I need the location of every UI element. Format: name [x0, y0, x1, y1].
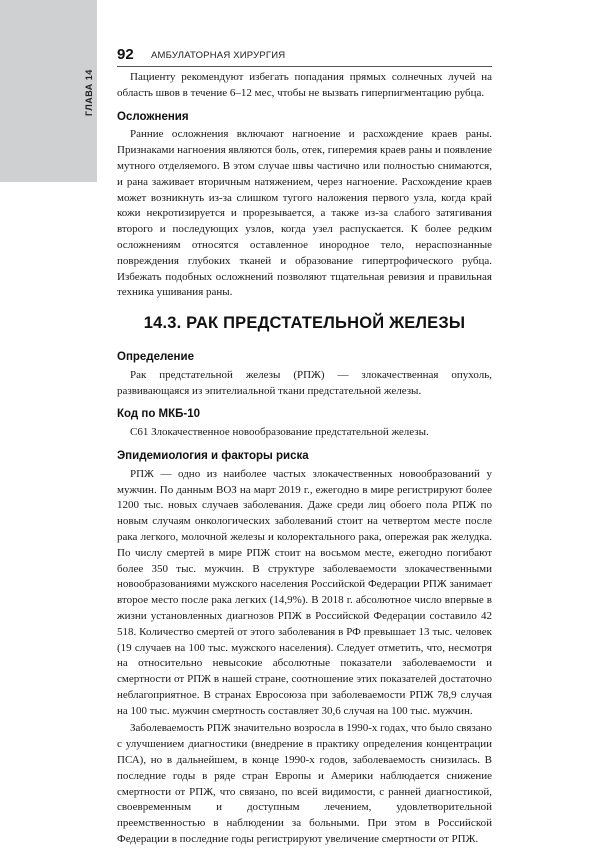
intro-paragraph: Пациенту рекомендуют избегать попадания прямых солнечных лучей на область швов в течение 6–12 мес, чтобы не вызвать гиперпигментацию рубца. [117, 71, 492, 99]
page-body [117, 70, 492, 850]
section-title: 14.3. РАК ПРЕДСТАТЕЛЬНОЙ ЖЕЛЕЗЫ [143, 314, 466, 333]
epidemiology-heading: Эпидемиология и факторы риска [117, 449, 309, 462]
page-number: 92 [117, 46, 134, 63]
complications-heading: Осложнения [117, 110, 189, 123]
icd-heading: Код по МКБ-10 [117, 408, 201, 421]
chapter-side-tab [0, 0, 97, 182]
definition-heading: Определение [117, 350, 194, 363]
epidemiology-paragraph-1: РПЖ — одно из наиболее частых злокачественных новообразований у мужчин. По данным ВОЗ на март 2019 г., ежегодно в мире регистрируют более 1200 тыс. новых случаев заболевания. Даже среди лиц обоего пола РПЖ по новым случаям онкологических заболеваний стоит на четвертом месте после рака легкого, молочной железы и колоректального рака, опережая рак желудка. По числу смертей в мире РПЖ стоит на восьмом месте, ежегодно погибают более 350 тыс. мужчин. В структуре заболеваемости злокачественными новообразованиями мужского населения Российской Федерации РПЖ занимает второе место после рака легких (14,9%). В 2018 г. абсолютное число впервые в жизни установленных диагнозов РПЖ в Российской Федерации составило 42 518. Количество смертей от этого заболевания в РФ превышает 13 тыс. человек (19 случаев на 100 тыс. мужского населения). Следует отметить, что, несмотря на относительно невысокие абсолютные показатели заболеваемости и смертности от РПЖ в нашей стране, соотношение этих показателей достаточно неблагоприятное. В странах Евросоюза при заболеваемости РПЖ 78,9 случая на 100 тыс. мужчин смертность составляет 30,6 случая на 100 тыс. мужчин. [117, 467, 492, 717]
definition-paragraph: Рак предстательной железы (РПЖ) — злокачественная опухоль, развивающаяся из эпителиальной ткани предстательной железы. [117, 368, 492, 397]
epidemiology-paragraph-2: Заболеваемость РПЖ значительно возросла в 1990-х годах, что было связано с улучшением диагностики (внедрение в практику определения концентрации ПСА), но в дальнейшем, в конце 1990-х годов, заболеваемость снизилась. В последние годы в ряде стран Европы и Америки наблюдается снижение смертности от РПЖ, что связано, по всей видимости, с ранней диагностикой, своевременным и доступным лечением, удовлетворительной преемственностью в наблюдении за больными. При этом в Российской Федерации в последние годы регистрируют увеличение смертности от РПЖ. [117, 722, 492, 846]
page-header [117, 46, 492, 67]
complications-paragraph: Ранние осложнения включают нагноение и расхождение краев раны. Признаками нагноения являются боль, отек, гиперемия краев раны и появление мутного отделяемого. В этом случае швы частично или полностью снимаются, и рана заживает вторичным натяжением, через нагноение. Расхождение краев может возникнуть из-за слишком тугого наложения первого узла, когда край кожи некротизируется и прорезывается, а также из-за слабого затягивания второго и последующих узлов, когда узел распускается. К более редким осложнениям относятся оставленное инородное тело, нераспознанные повреждения глубоких тканей и образование гипертрофического рубца. Избежать подобных осложнений позволяют тщательная ревизия и правильная техника ушивания раны. [117, 128, 492, 299]
icd-paragraph: C61 Злокачественное новообразование предстательной железы. [130, 426, 429, 439]
running-title: АМБУЛАТОРНАЯ ХИРУРГИЯ [151, 50, 286, 61]
chapter-label: ГЛАВА 14 [84, 69, 94, 116]
